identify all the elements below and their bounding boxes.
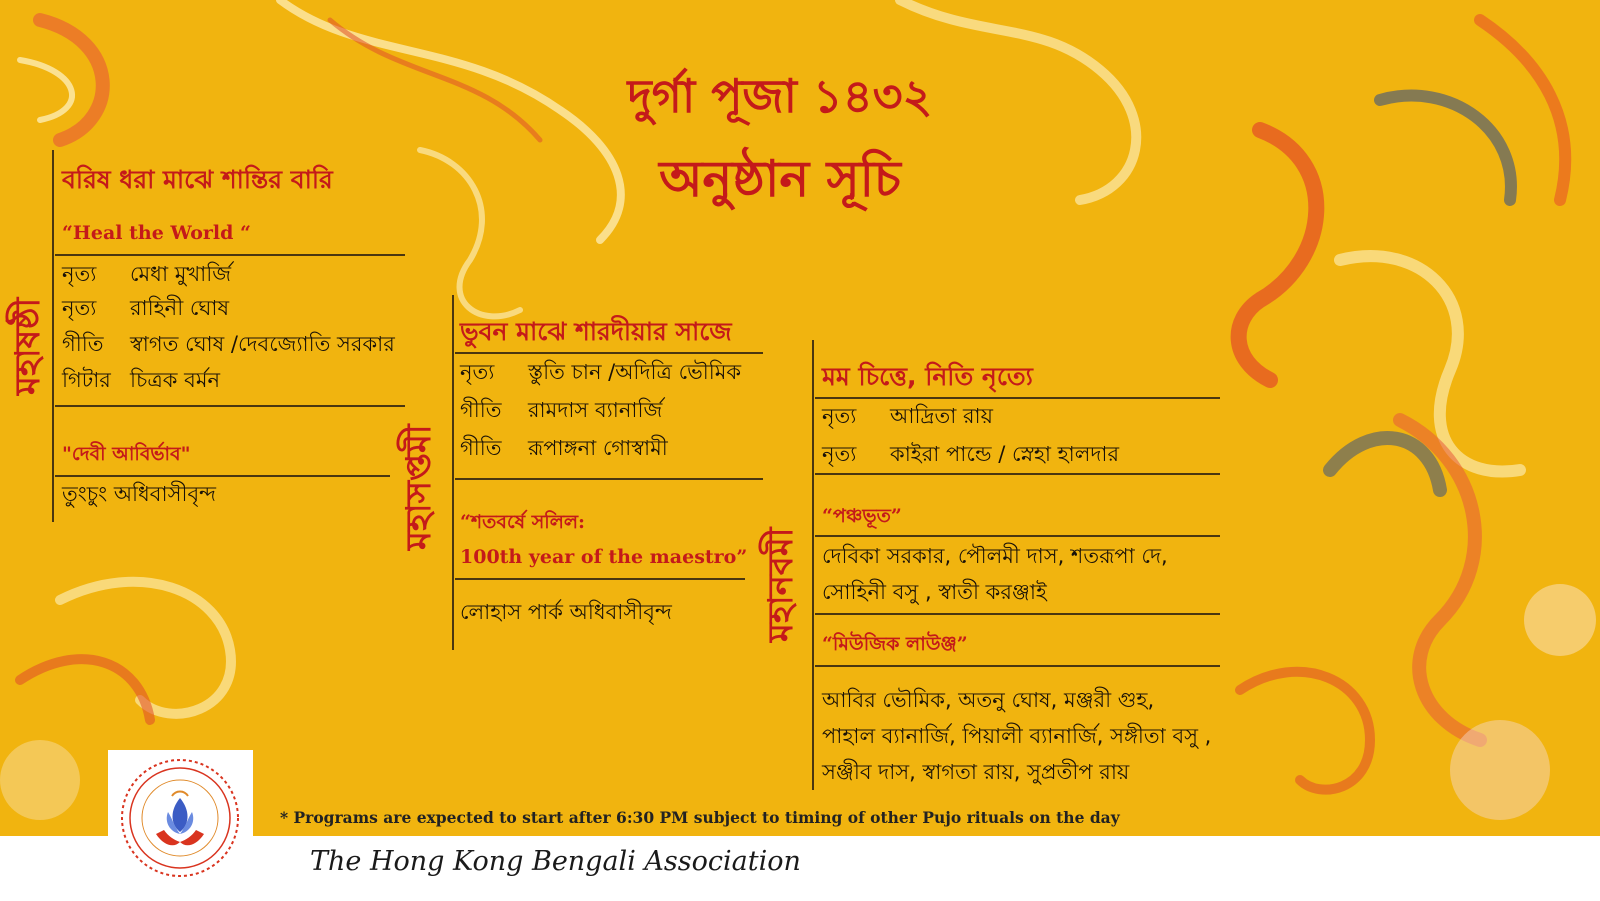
divider xyxy=(455,478,763,480)
performer-list-line: সোহিনী বসু , স্বাতী করঞ্জাই xyxy=(822,580,1047,604)
divider xyxy=(55,405,405,407)
timing-note: * Programs are expected to start after 6:30 PM subject to timing of other Pujo rituals on the day xyxy=(280,808,1120,827)
program-type: নৃত্য xyxy=(822,442,857,466)
program-type: নৃত্য xyxy=(460,360,495,384)
program-type: গিটার xyxy=(62,368,111,392)
col2-subheading-2: 100th year of the maestro” xyxy=(460,546,748,568)
program-row xyxy=(460,432,668,467)
group-performers: তুংচুং অধিবাসীবৃন্দ xyxy=(62,482,217,506)
col1-subheading-2: "দেবী আবির্ভাব" xyxy=(62,443,191,465)
day-label-saptami: মহাসপ্তমী xyxy=(399,424,439,550)
performer-list-line: দেবিকা সরকার, পৌলমী দাস, শতরূপা দে, xyxy=(822,544,1168,568)
performer: রাহিনী ঘোষ xyxy=(130,296,230,320)
performer-list-line: পাহাল ব্যানার্জি, পিয়ালী ব্যানার্জি, সঙ্গীতা বসু , xyxy=(822,724,1212,748)
program-row xyxy=(62,258,231,293)
program-type: নৃত্য xyxy=(62,296,97,320)
performer: স্বাগত ঘোষ /দেবজ্যোতি সরকার xyxy=(130,332,395,356)
organization-name: The Hong Kong Bengali Association xyxy=(310,846,801,877)
divider xyxy=(815,473,1220,475)
col2-subheading-1: “শতবর্ষে সলিল: xyxy=(460,511,586,533)
column-2-rule xyxy=(452,295,454,650)
performer: রূপাঙ্গনা গোস্বামী xyxy=(528,436,668,460)
association-logo xyxy=(108,750,253,885)
program-type: নৃত্য xyxy=(62,262,97,286)
col2-heading: ভুবন মাঝে শারদীয়ার সাজে xyxy=(460,317,732,346)
divider xyxy=(815,397,1220,399)
program-row xyxy=(822,438,1119,473)
divider xyxy=(815,613,1220,615)
performer-list-line: আবির ভৌমিক, অতনু ঘোষ, মঞ্জরী গুহ, xyxy=(822,688,1155,712)
divider xyxy=(55,254,405,256)
day-label-nabami: মহানবমী xyxy=(761,527,801,642)
day-label-sashthi: মহাষষ্ঠী xyxy=(8,297,48,395)
performer: রামদাস ব্যানার্জি xyxy=(528,398,663,422)
column-3-rule xyxy=(812,340,814,790)
divider xyxy=(455,578,745,580)
divider xyxy=(455,352,763,354)
program-type: গীতি xyxy=(62,332,104,356)
col3-heading: মম চিত্তে, নিতি নৃত্যে xyxy=(822,362,1033,391)
performer: মেধা মুখার্জি xyxy=(130,262,232,286)
program-row xyxy=(822,400,993,435)
poster-title: দুর্গা পূজা ১৪৩২ xyxy=(627,69,933,123)
program-row xyxy=(460,394,662,429)
program-type: নৃত্য xyxy=(822,404,857,428)
col3-subheading-2: “মিউজিক লাউঞ্জ” xyxy=(822,633,968,655)
divider xyxy=(815,665,1220,667)
col3-subheading-1: “পঞ্চভূত” xyxy=(822,505,902,527)
performer: স্তুতি চান /অদিত্রি ভৌমিক xyxy=(528,360,742,384)
performer: কাইরা পান্ডে / স্নেহা হালদার xyxy=(890,442,1120,466)
program-row xyxy=(62,364,220,399)
program-row xyxy=(62,328,395,363)
col1-heading: বরিষ ধরা মাঝে শান্তির বারি xyxy=(62,165,333,194)
divider xyxy=(815,535,1220,537)
col1-subheading: “Heal the World “ xyxy=(62,222,251,244)
program-type: গীতি xyxy=(460,398,502,422)
program-type: গীতি xyxy=(460,436,502,460)
group-performers: লোহাস পার্ক অধিবাসীবৃন্দ xyxy=(460,600,672,624)
performer-list-line: সঞ্জীব দাস, স্বাগতা রায়, সুপ্রতীপ রায় xyxy=(822,760,1130,784)
performer: চিত্রক বর্মন xyxy=(130,368,221,392)
lotus-hands-emblem-icon xyxy=(108,750,253,885)
program-row xyxy=(460,356,741,391)
divider xyxy=(55,475,390,477)
program-row xyxy=(62,292,229,327)
performer: আদ্রিতা রায় xyxy=(890,404,993,428)
poster-subtitle: অনুষ্ঠান সূচি xyxy=(659,149,901,208)
